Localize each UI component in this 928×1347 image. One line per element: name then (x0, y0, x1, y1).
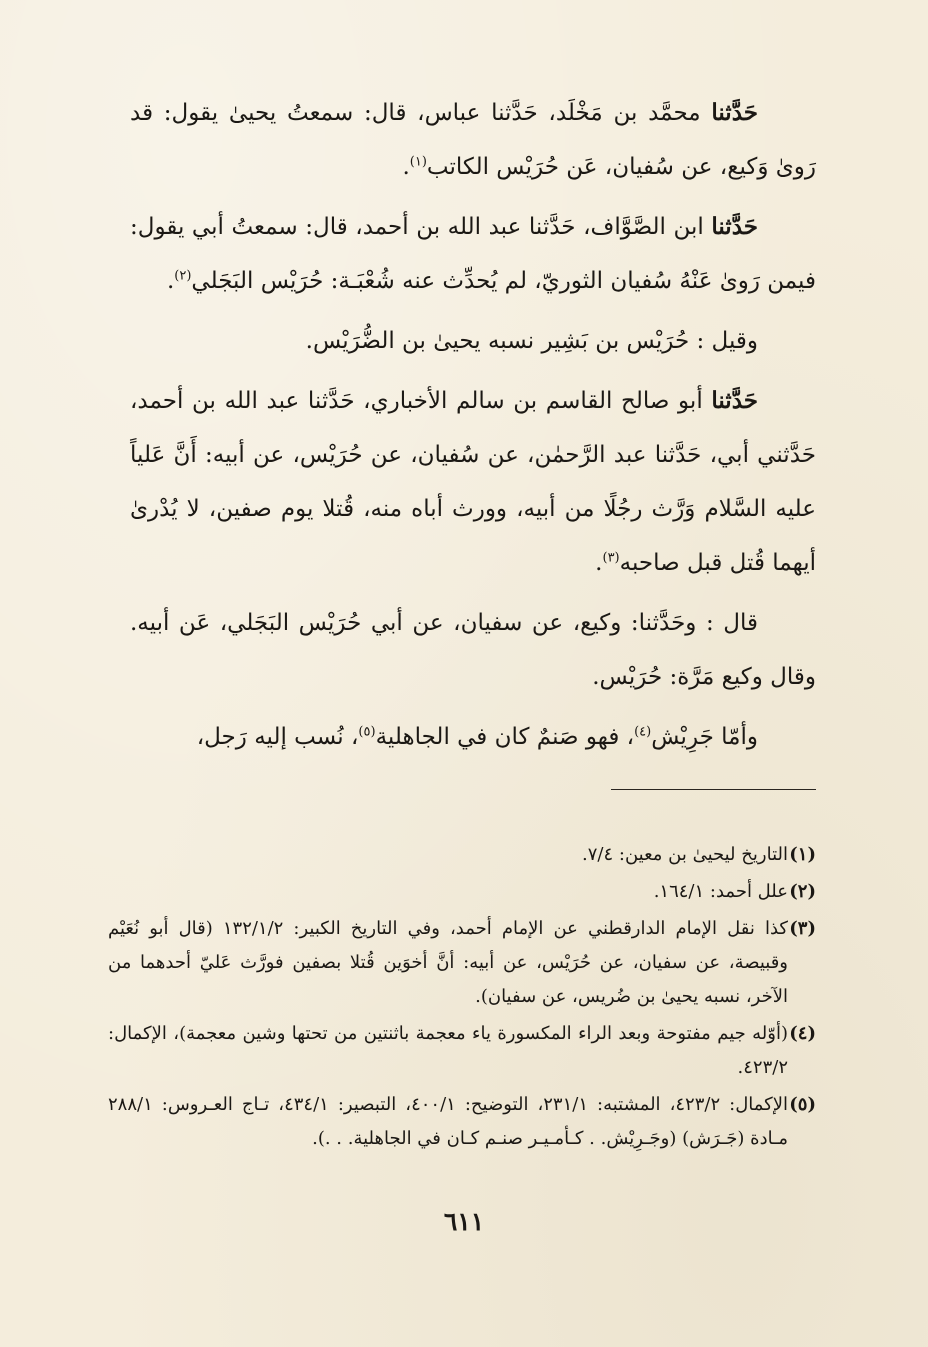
footnote-2 (108, 875, 816, 909)
paragraph-text: وقيل : حُرَيْس بن بَشِير نسبه يحيىٰ بن الضُّرَيْس. (305, 328, 758, 354)
paragraph-tail: . (595, 550, 603, 576)
footnote-number: (٤) (789, 1023, 816, 1044)
footnote-ref[interactable]: (٤) (634, 724, 652, 740)
footnote-number: (٣) (789, 918, 816, 939)
footnote-ref[interactable]: (٢) (174, 268, 192, 284)
paragraph-lead: حَدَّثنا (711, 213, 758, 240)
footnote-text: كذا نقل الإمام الدارقطني عن الإمام أحمد، وفي التاريخ الكبير: ١٣٢/١/٢ (قال أبو نُعَيْم وقبيصة، عن سفيان، عن حُرَيْس، عن أبيه: أنَّ أخوَين قُتلا بصفين فورَّث عَليّ أحدهما من الآخر، نسبه يحيىٰ بن ضُريس، عن سفيان). (108, 918, 788, 1007)
paragraph-lead: حَدَّثنا (711, 99, 758, 126)
paragraph-tail: . (402, 154, 410, 180)
paragraph-text: وأمّا جَرِيْش (651, 724, 758, 750)
footnote-4 (108, 1017, 816, 1085)
paragraph-3 (130, 314, 816, 368)
paragraph-tail: . (166, 268, 175, 294)
paragraph-6 (130, 710, 816, 764)
page-number: ٦١١ (443, 1207, 485, 1236)
footnote-ref[interactable]: (٣) (602, 550, 620, 566)
paragraph-text: أبو صالح القاسم بن سالم الأخباري، حَدَّثنا عبد الله بن أحمد، حَدَّثني أبي، حَدَّثنا عبد الرَّحمٰن، عن سُفيان، عن حُرَيْس، عن أبيه: أَنَّ عَلياً عليه السَّلام وَرَّث رجُلًا من أبيه، وورث أباه منه، قُتلا يوم صفين، لا يُدْرىٰ أيهما قُتل قبل صاحبه (130, 388, 816, 576)
footnotes (108, 838, 816, 1159)
footnote-ref[interactable]: (١) (409, 154, 427, 170)
paragraph-tail: ، نُسب إليه رَجل، (196, 724, 359, 750)
paragraph-text: محمَّد بن مَخْلَد، حَدَّثنا عباس، قال: سمعتُ يحيىٰ يقول: قد رَوىٰ وَكيع، عن سُفيان، عَن حُرَيْس الكاتب (130, 100, 816, 180)
footnote-text: التاريخ ليحيىٰ بن معين: ٧/٤. (582, 844, 788, 865)
paragraph-text: قال : وحَدَّثنا: وكيع، عن سفيان، عن أبي حُرَيْس البَجَلي، عَن أبيه. وقال وكيع مَرَّة: حُرَيْس. (130, 610, 816, 690)
footnote-1 (108, 838, 816, 872)
footnote-text: علل أحمد: ١٦٤/١. (653, 881, 788, 902)
footnote-ref[interactable]: (٥) (358, 724, 376, 740)
paragraph-lead: حَدَّثنا (711, 387, 758, 414)
footnote-3 (108, 912, 816, 1014)
footnote-text: الإكمال: ٤٢٣/٢، المشتبه: ٢٣١/١، التوضيح: ٤٠٠/١، التبصير: ٤٣٤/١، تـاج العـروس: ٢٨٨/١ مـادة (جَـرَش) (وجَـرِيْش. . كـأمـيـر صنـم كـان في الجاهلية. . .). (108, 1094, 789, 1149)
footnote-number: (٢) (789, 881, 816, 902)
paragraph-5 (130, 596, 816, 704)
paragraph-1 (130, 86, 816, 194)
footnote-5 (108, 1088, 816, 1156)
main-text (130, 86, 816, 770)
paragraph-text: ابن الصَّوَّاف، حَدَّثنا عبد الله بن أحمد، قال: سمعتُ أبي يقول: فيمن رَوىٰ عَنْهُ سُفيان الثوريّ، لم يُحدِّث عنه شُعْبَـة: حُرَيْس البَجَلي (130, 214, 816, 294)
footnote-number: (٥) (789, 1094, 816, 1115)
footnote-number: (١) (789, 844, 816, 865)
paragraph-2 (130, 200, 816, 308)
paragraph-4 (130, 374, 816, 590)
paragraph-tail: ، فهو صَنمٌ كان في الجاهلية (375, 724, 635, 750)
footnote-separator (611, 789, 816, 790)
footnote-text: (أوّله جيم مفتوحة وبعد الراء المكسورة ياء معجمة باثنتين من تحتها وشين معجمة)، الإكمال: ٤٢٣/٢. (108, 1023, 788, 1078)
